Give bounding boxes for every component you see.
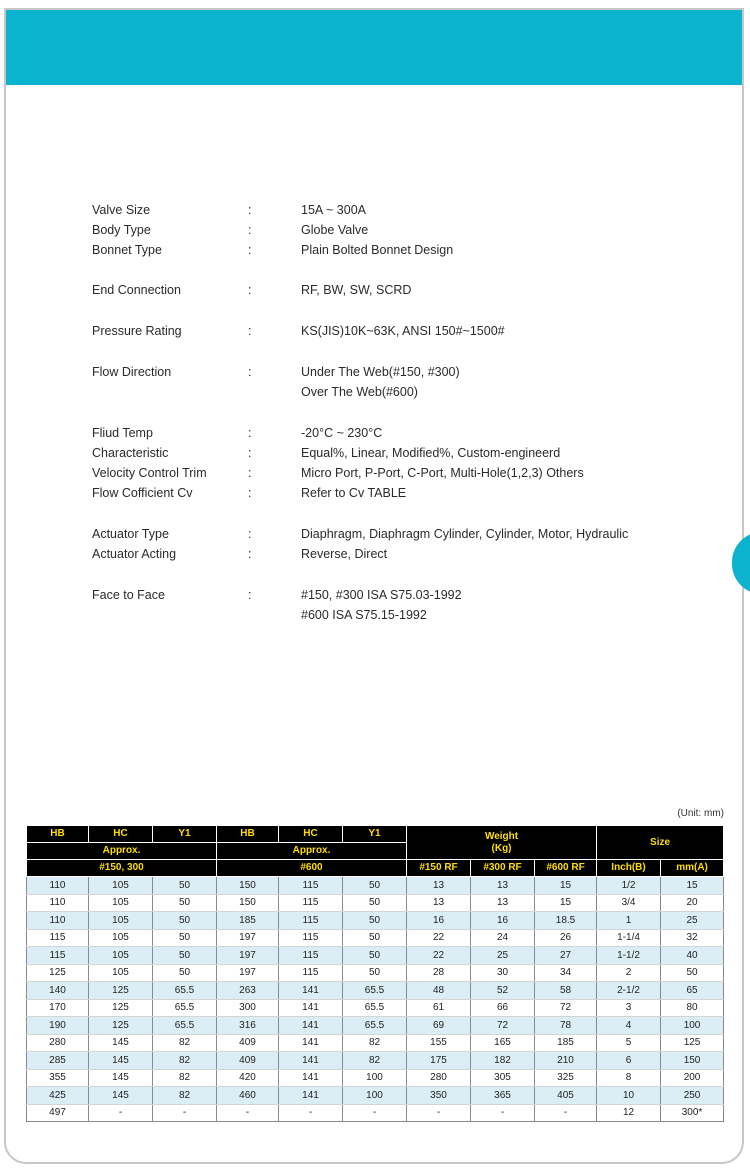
table-cell: 8 [597, 1069, 661, 1087]
spec-label: Fliud Temp [92, 426, 153, 440]
table-cell: 200 [661, 1069, 724, 1087]
spec-label: Flow Cofficient Cv [92, 486, 193, 500]
table-cell: 155 [407, 1034, 471, 1052]
table-cell: 115 [279, 929, 343, 947]
table-cell: 100 [343, 1087, 407, 1105]
header-300rf: #300 RF [471, 860, 535, 877]
table-cell: 300 [217, 999, 279, 1017]
table-cell: 125 [89, 1017, 153, 1035]
table-row [27, 1104, 724, 1122]
spec-colon: : [248, 365, 252, 379]
table-cell: - [471, 1104, 535, 1122]
table-cell: 82 [153, 1087, 217, 1105]
header-class-150-300: #150, 300 [27, 860, 217, 877]
spec-colon: : [248, 466, 252, 480]
spec-value: KS(JIS)10K~63K, ANSI 150#~1500# [301, 324, 505, 338]
table-cell: 22 [407, 947, 471, 965]
table-cell: 2 [597, 964, 661, 982]
table-cell: 50 [661, 964, 724, 982]
table-cell: 13 [471, 877, 535, 895]
table-cell: 13 [471, 894, 535, 912]
spec-value: -20°C ~ 230°C [301, 426, 383, 440]
table-cell: 150 [217, 877, 279, 895]
spec-value: #600 ISA S75.15-1992 [301, 608, 427, 622]
table-cell: 460 [217, 1087, 279, 1105]
table-cell: 305 [471, 1069, 535, 1087]
table-cell: 82 [343, 1052, 407, 1070]
table-cell: 82 [153, 1034, 217, 1052]
table-row [27, 1017, 724, 1035]
table-cell: 145 [89, 1052, 153, 1070]
table-cell: 100 [661, 1017, 724, 1035]
table-cell: 316 [217, 1017, 279, 1035]
spec-value: Over The Web(#600) [301, 385, 418, 399]
table-cell: 82 [153, 1069, 217, 1087]
spec-value: #150, #300 ISA S75.03-1992 [301, 588, 462, 602]
table-cell: 50 [343, 894, 407, 912]
table-cell: 409 [217, 1052, 279, 1070]
spec-colon: : [248, 446, 252, 460]
spec-colon: : [248, 547, 252, 561]
table-cell: 58 [535, 982, 597, 1000]
spec-value: Under The Web(#150, #300) [301, 365, 460, 379]
table-cell: 22 [407, 929, 471, 947]
table-cell: 72 [535, 999, 597, 1017]
spec-value: Refer to Cv TABLE [301, 486, 407, 500]
table-cell: 18.5 [535, 912, 597, 930]
spec-colon: : [248, 223, 252, 237]
table-cell: 125 [89, 999, 153, 1017]
table-cell: 65.5 [153, 982, 217, 1000]
table-row [27, 1052, 724, 1070]
table-cell: 80 [661, 999, 724, 1017]
table-cell: 197 [217, 947, 279, 965]
header-hb-2: HB [217, 826, 279, 843]
spec-label: Actuator Acting [92, 547, 177, 561]
spec-value: 15A ~ 300A [301, 203, 366, 217]
table-cell: - [535, 1104, 597, 1122]
table-cell: 100 [343, 1069, 407, 1087]
table-cell: 66 [471, 999, 535, 1017]
table-row [27, 964, 724, 982]
table-cell: 10 [597, 1087, 661, 1105]
header-600rf: #600 RF [535, 860, 597, 877]
spec-colon: : [248, 527, 252, 541]
table-cell: 50 [153, 964, 217, 982]
table-cell: 409 [217, 1034, 279, 1052]
table-cell: 263 [217, 982, 279, 1000]
header-150rf: #150 RF [407, 860, 471, 877]
table-cell: 280 [27, 1034, 89, 1052]
table-cell: 165 [471, 1034, 535, 1052]
table-cell: 115 [279, 894, 343, 912]
table-cell: 50 [153, 947, 217, 965]
spec-label: Velocity Control Trim [92, 466, 207, 480]
table-cell: 24 [471, 929, 535, 947]
table-cell: 110 [27, 894, 89, 912]
spec-label: Valve Size [92, 203, 151, 217]
dimension-table [26, 825, 724, 1122]
table-cell: 175 [407, 1052, 471, 1070]
table-cell: 82 [343, 1034, 407, 1052]
table-cell: 210 [535, 1052, 597, 1070]
table-cell: 26 [535, 929, 597, 947]
table-cell: 1-1/4 [597, 929, 661, 947]
spec-label: Body Type [92, 223, 151, 237]
spec-colon: : [248, 426, 252, 440]
table-cell: 185 [535, 1034, 597, 1052]
header-y1-1: Y1 [153, 826, 217, 843]
table-cell: 32 [661, 929, 724, 947]
table-cell: 82 [153, 1052, 217, 1070]
table-cell: 145 [89, 1034, 153, 1052]
table-cell: 34 [535, 964, 597, 982]
table-cell: 65 [661, 982, 724, 1000]
spec-value: Equal%, Linear, Modified%, Custom-engineerd [301, 446, 561, 460]
table-row [27, 999, 724, 1017]
spec-value: Globe Valve [301, 223, 369, 237]
table-cell: 25 [471, 947, 535, 965]
spec-colon: : [248, 283, 252, 297]
table-cell: 50 [153, 929, 217, 947]
table-cell: 405 [535, 1087, 597, 1105]
table-cell: 105 [89, 912, 153, 930]
table-cell: 52 [471, 982, 535, 1000]
table-cell: 190 [27, 1017, 89, 1035]
table-cell: 28 [407, 964, 471, 982]
table-cell: 2-1/2 [597, 982, 661, 1000]
spec-label: Actuator Type [92, 527, 169, 541]
table-cell: 115 [27, 929, 89, 947]
table-cell: - [343, 1104, 407, 1122]
table-cell: 141 [279, 1052, 343, 1070]
unit-note: (Unit: mm) [677, 808, 724, 819]
table-cell: 50 [343, 964, 407, 982]
table-cell: 20 [661, 894, 724, 912]
table-cell: 140 [27, 982, 89, 1000]
table-cell: 285 [27, 1052, 89, 1070]
table-cell: 350 [407, 1087, 471, 1105]
spec-label: Flow Direction [92, 365, 172, 379]
table-cell: 30 [471, 964, 535, 982]
table-cell: 12 [597, 1104, 661, 1122]
table-cell: 115 [279, 947, 343, 965]
spec-label: Pressure Rating [92, 324, 182, 338]
table-cell: 105 [89, 947, 153, 965]
table-cell: 50 [153, 877, 217, 895]
table-cell: 105 [89, 877, 153, 895]
table-cell: - [279, 1104, 343, 1122]
spec-value: Diaphragm, Diaphragm Cylinder, Cylinder, Motor, Hydraulic [301, 527, 629, 541]
table-cell: 50 [343, 929, 407, 947]
table-cell: 110 [27, 877, 89, 895]
table-cell: 250 [661, 1087, 724, 1105]
table-row [27, 982, 724, 1000]
table-row [27, 912, 724, 930]
table-row [27, 1087, 724, 1105]
table-cell: 355 [27, 1069, 89, 1087]
table-cell: 170 [27, 999, 89, 1017]
table-cell: 65.5 [153, 999, 217, 1017]
header-class-600: #600 [217, 860, 407, 877]
table-cell: 105 [89, 894, 153, 912]
header-hc-2: HC [279, 826, 343, 843]
table-cell: 150 [217, 894, 279, 912]
table-row [27, 1034, 724, 1052]
table-cell: 300* [661, 1104, 724, 1122]
table-cell: 13 [407, 877, 471, 895]
spec-value: Plain Bolted Bonnet Design [301, 243, 454, 257]
table-cell: 420 [217, 1069, 279, 1087]
header-y1-2: Y1 [343, 826, 407, 843]
header-approx-1: Approx. [27, 843, 217, 860]
table-cell: 6 [597, 1052, 661, 1070]
table-cell: 197 [217, 929, 279, 947]
table-row [27, 929, 724, 947]
table-cell: 1/2 [597, 877, 661, 895]
table-cell: 25 [661, 912, 724, 930]
table-cell: 185 [217, 912, 279, 930]
table-cell: 13 [407, 894, 471, 912]
spec-colon: : [248, 486, 252, 500]
spec-colon: : [248, 588, 252, 602]
spec-value: Micro Port, P-Port, C-Port, Multi-Hole(1,2,3) Others [301, 466, 584, 480]
table-cell: 50 [343, 947, 407, 965]
table-cell: 141 [279, 1017, 343, 1035]
table-cell: 61 [407, 999, 471, 1017]
table-cell: 105 [89, 964, 153, 982]
table-cell: 1 [597, 912, 661, 930]
table-cell: 145 [89, 1087, 153, 1105]
table-cell: 5 [597, 1034, 661, 1052]
table-cell: 48 [407, 982, 471, 1000]
header-weight: Weight (Kg) [407, 826, 597, 860]
table-cell: 197 [217, 964, 279, 982]
header-inch: Inch(B) [597, 860, 661, 877]
table-cell: 3/4 [597, 894, 661, 912]
table-row [27, 947, 724, 965]
table-cell: 141 [279, 982, 343, 1000]
spec-colon: : [248, 243, 252, 257]
table-cell: 280 [407, 1069, 471, 1087]
table-cell: 40 [661, 947, 724, 965]
table-cell: 141 [279, 1069, 343, 1087]
table-cell: 50 [153, 912, 217, 930]
table-cell: 15 [535, 894, 597, 912]
table-cell: 150 [661, 1052, 724, 1070]
spec-label: End Connection [92, 283, 181, 297]
table-cell: 15 [661, 877, 724, 895]
table-cell: 4 [597, 1017, 661, 1035]
table-cell: 325 [535, 1069, 597, 1087]
table-cell: 105 [89, 929, 153, 947]
table-cell: - [89, 1104, 153, 1122]
spec-value: Reverse, Direct [301, 547, 388, 561]
table-cell: 50 [343, 912, 407, 930]
table-cell: 145 [89, 1069, 153, 1087]
table-cell: 125 [27, 964, 89, 982]
table-cell: 15 [535, 877, 597, 895]
table-cell: - [153, 1104, 217, 1122]
table-cell: 425 [27, 1087, 89, 1105]
table-cell: 27 [535, 947, 597, 965]
table-cell: 141 [279, 1087, 343, 1105]
table-cell: 3 [597, 999, 661, 1017]
table-cell: 115 [279, 912, 343, 930]
table-cell: 115 [279, 877, 343, 895]
table-cell: 115 [27, 947, 89, 965]
table-cell: 16 [407, 912, 471, 930]
table-cell: 16 [471, 912, 535, 930]
table-cell: 69 [407, 1017, 471, 1035]
table-cell: 497 [27, 1104, 89, 1122]
table-cell: 125 [661, 1034, 724, 1052]
table-cell: 115 [279, 964, 343, 982]
table-cell: 365 [471, 1087, 535, 1105]
table-cell: 182 [471, 1052, 535, 1070]
table-cell: 50 [343, 877, 407, 895]
spec-value: RF, BW, SW, SCRD [301, 283, 412, 297]
spec-label: Face to Face [92, 588, 165, 602]
table-cell: 65.5 [153, 1017, 217, 1035]
header-size: Size [597, 826, 724, 860]
header-hc-1: HC [89, 826, 153, 843]
table-row [27, 877, 724, 895]
table-cell: 72 [471, 1017, 535, 1035]
spec-colon: : [248, 203, 252, 217]
table-cell: 110 [27, 912, 89, 930]
table-cell: 125 [89, 982, 153, 1000]
table-row [27, 1069, 724, 1087]
table-cell: 65.5 [343, 999, 407, 1017]
table-row [27, 894, 724, 912]
header-mm: mm(A) [661, 860, 724, 877]
table-cell: 65.5 [343, 1017, 407, 1035]
header-approx-2: Approx. [217, 843, 407, 860]
table-cell: 50 [153, 894, 217, 912]
table-cell: 1-1/2 [597, 947, 661, 965]
table-cell: - [407, 1104, 471, 1122]
header-band [6, 10, 742, 85]
spec-colon: : [248, 324, 252, 338]
spec-label: Characteristic [92, 446, 169, 460]
table-cell: 141 [279, 999, 343, 1017]
table-cell: - [217, 1104, 279, 1122]
table-cell: 141 [279, 1034, 343, 1052]
table-cell: 65.5 [343, 982, 407, 1000]
spec-label: Bonnet Type [92, 243, 162, 257]
table-cell: 78 [535, 1017, 597, 1035]
header-hb-1: HB [27, 826, 89, 843]
